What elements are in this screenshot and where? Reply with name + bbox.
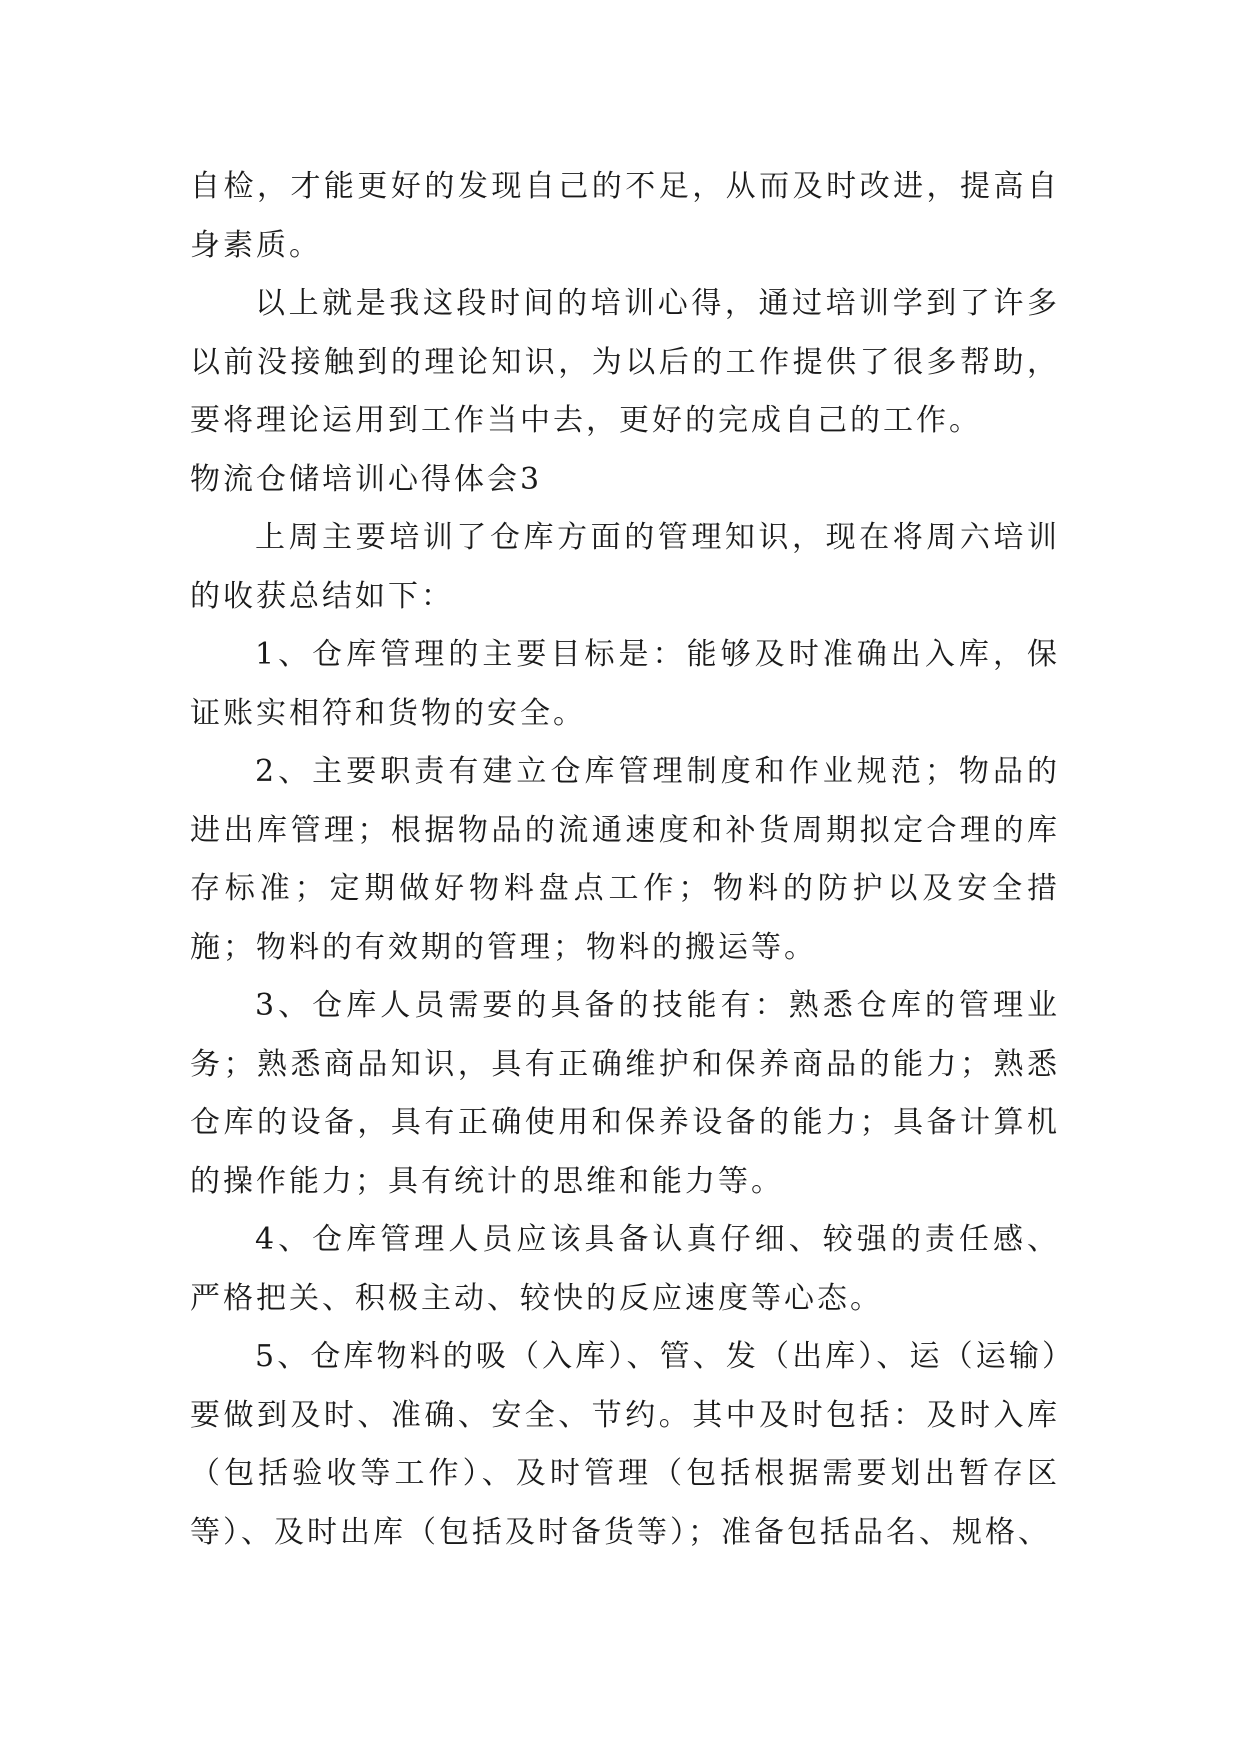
paragraph-item-1: 1、仓库管理的主要目标是：能够及时准确出入库，保证账实相符和货物的安全。 bbox=[190, 637, 1060, 731]
section-heading: 物流仓储培训心得体会3 bbox=[190, 461, 543, 497]
paragraph-item-4: 4、仓库管理人员应该具备认真仔细、较强的责任感、严格把关、积极主动、较快的反应速度等心态。 bbox=[190, 1222, 1060, 1316]
paragraph-item-3: 3、仓库人员需要的具备的技能有：熟悉仓库的管理业务；熟悉商品知识，具有正确维护和保养商品的能力；熟悉仓库的设备，具有正确使用和保养设备的能力；具备计算机的操作能力；具有统计的思维和能力等。 bbox=[190, 988, 1060, 1199]
paragraph-summary: 以上就是我这段时间的培训心得，通过培训学到了许多以前没接触到的理论知识，为以后的工作提供了很多帮助，要将理论运用到工作当中去，更好的完成自己的工作。 bbox=[190, 286, 1060, 438]
paragraph-continuation: 自检，才能更好的发现自己的不足，从而及时改进，提高自身素质。 bbox=[190, 169, 1060, 263]
document-body bbox=[190, 158, 1060, 1562]
paragraph-intro: 上周主要培训了仓库方面的管理知识，现在将周六培训的收获总结如下： bbox=[190, 520, 1060, 614]
paragraph-item-2: 2、主要职责有建立仓库管理制度和作业规范；物品的进出库管理；根据物品的流通速度和补货周期拟定合理的库存标准；定期做好物料盘点工作；物料的防护以及安全措施；物料的有效期的管理；物料的搬运等。 bbox=[190, 754, 1060, 965]
paragraph-item-5: 5、仓库物料的吸（入库）、管、发（出库）、运（运输）要做到及时、准确、安全、节约。其中及时包括：及时入库（包括验收等工作）、及时管理（包括根据需要划出暂存区等）、及时出库（包括及时备货等）；准备包括品名、规格、 bbox=[190, 1339, 1060, 1550]
